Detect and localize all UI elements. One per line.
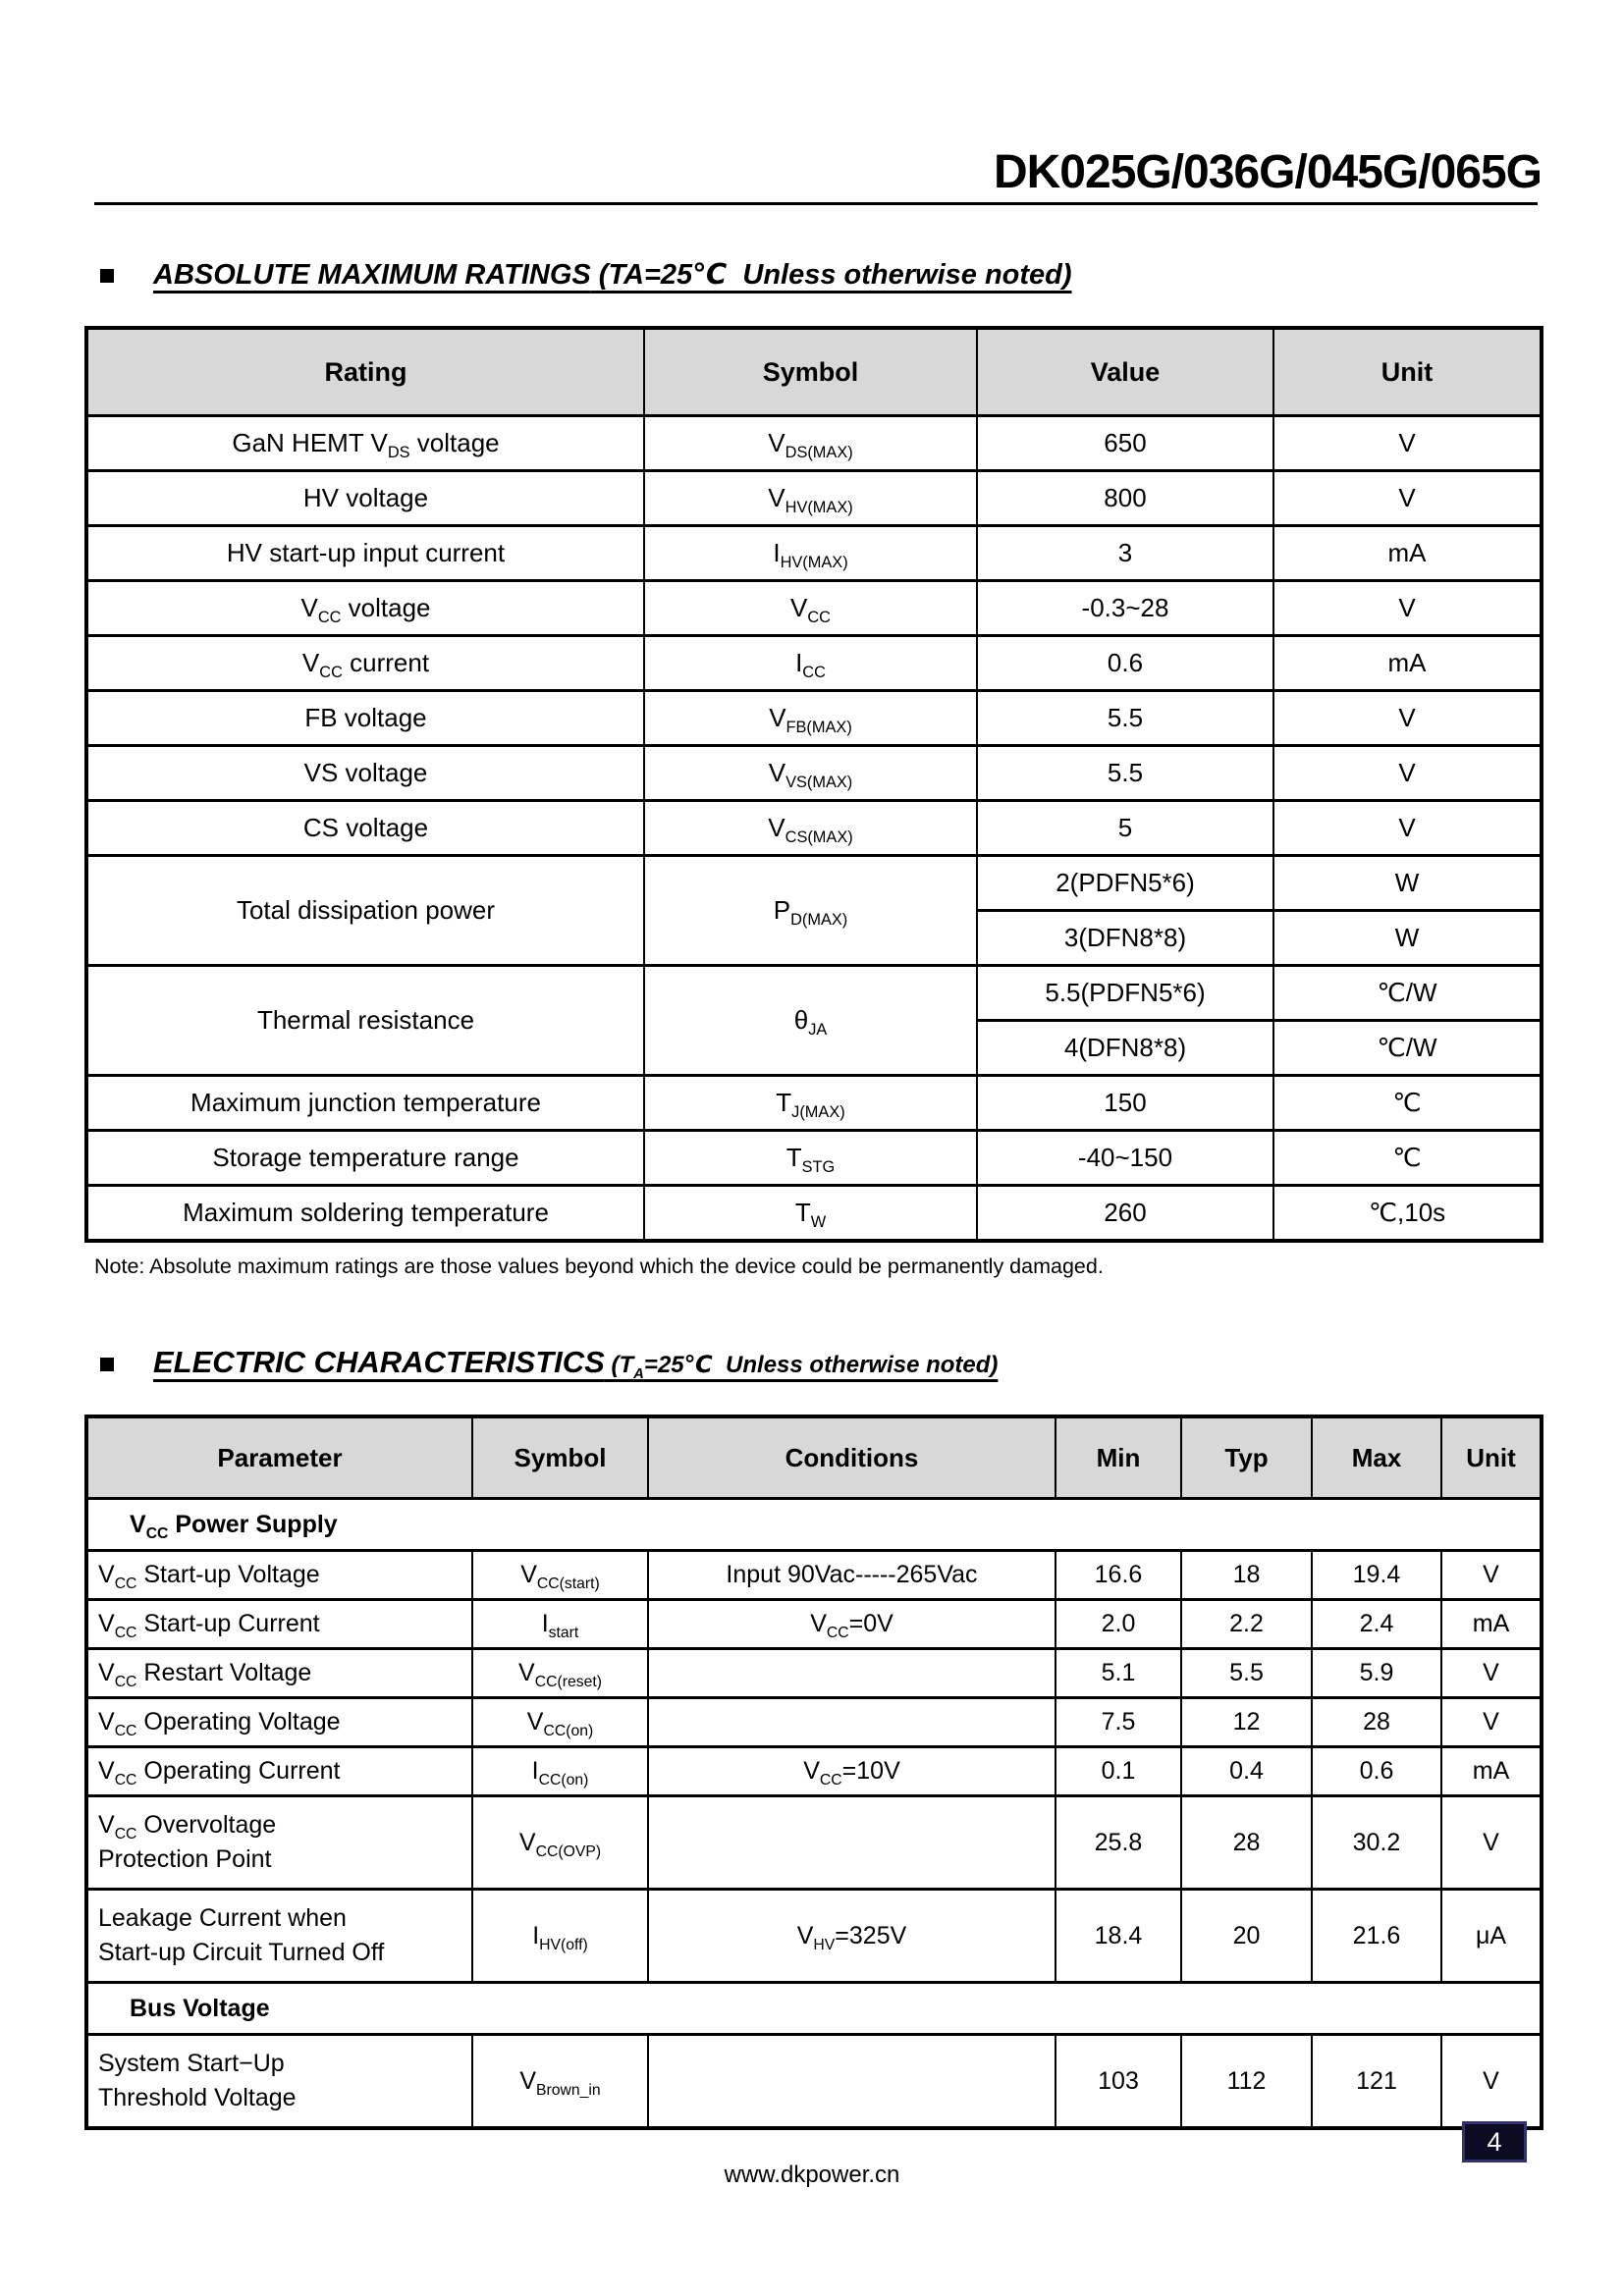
table-row bbox=[86, 1890, 1542, 1983]
max-cell: 28 bbox=[1312, 1698, 1441, 1747]
unit-cell: mA bbox=[1441, 1747, 1542, 1796]
rating-subscript: CC bbox=[317, 609, 342, 627]
unit-cell: ℃ bbox=[1273, 1076, 1542, 1131]
condition-subscript: A bbox=[633, 1365, 644, 1382]
condition-text: =25℃ Unless otherwise noted) bbox=[643, 1352, 999, 1378]
rating-cell bbox=[86, 636, 644, 691]
parameter-cell bbox=[86, 1698, 472, 1747]
rating-text: Maximum junction temperature bbox=[190, 1088, 541, 1117]
typ-cell: 28 bbox=[1181, 1796, 1312, 1890]
symbol-cell bbox=[644, 856, 977, 966]
symbol-cell bbox=[472, 1890, 648, 1983]
min-cell: 2.0 bbox=[1056, 1600, 1181, 1649]
parameter-text: Operating Voltage bbox=[136, 1707, 341, 1735]
unit-cell: V bbox=[1441, 2035, 1542, 2129]
unit-cell: mA bbox=[1273, 526, 1542, 581]
condition-text: V bbox=[803, 1757, 820, 1785]
symbol-subscript: CC(OVP) bbox=[535, 1842, 602, 1860]
conditions-cell bbox=[648, 1649, 1056, 1698]
symbol-base: V bbox=[768, 758, 786, 787]
min-cell: 16.6 bbox=[1056, 1551, 1181, 1600]
symbol-base: V bbox=[526, 1708, 544, 1735]
section-row-bus-voltage bbox=[86, 1983, 1542, 2035]
symbol-cell bbox=[472, 1551, 648, 1600]
parameter-subscript: CC bbox=[114, 1624, 137, 1641]
unit-cell: μA bbox=[1441, 1890, 1542, 1983]
symbol-subscript: Brown_in bbox=[536, 2081, 601, 2099]
symbol-cell bbox=[644, 581, 977, 636]
unit-cell: mA bbox=[1273, 636, 1542, 691]
symbol-cell bbox=[472, 1649, 648, 1698]
rating-text: FB voltage bbox=[304, 703, 427, 732]
table-row bbox=[86, 1600, 1542, 1649]
unit-cell: V bbox=[1273, 801, 1542, 856]
parameter-text: V bbox=[98, 1810, 115, 1839]
table-row bbox=[86, 1796, 1542, 1890]
condition-subscript: CC bbox=[819, 1772, 842, 1789]
symbol-base: P bbox=[773, 895, 791, 925]
rating-cell bbox=[86, 966, 644, 1076]
rating-text: current bbox=[342, 648, 430, 677]
symbol-cell bbox=[472, 1747, 648, 1796]
max-cell: 5.9 bbox=[1312, 1649, 1441, 1698]
parameter-line: Protection Point bbox=[98, 1845, 272, 1873]
parameter-cell bbox=[86, 1747, 472, 1796]
rating-cell bbox=[86, 1076, 644, 1131]
unit-cell: V bbox=[1273, 416, 1542, 471]
table-row bbox=[86, 1076, 1542, 1131]
column-header-unit: Unit bbox=[1441, 1416, 1542, 1499]
typ-cell: 18 bbox=[1181, 1551, 1312, 1600]
unit-cell: V bbox=[1441, 1796, 1542, 1890]
condition-text: (T bbox=[604, 1352, 634, 1378]
parameter-cell bbox=[86, 1649, 472, 1698]
parameter-cell bbox=[86, 1890, 472, 1983]
absolute-maximum-ratings-table bbox=[84, 326, 1543, 1243]
electric-characteristics-table bbox=[84, 1415, 1543, 2130]
value-cell: 3(DFN8*8) bbox=[977, 911, 1273, 966]
table-row bbox=[86, 1649, 1542, 1698]
parameter-text: V bbox=[98, 1609, 115, 1637]
parameter-line: Start-up Circuit Turned Off bbox=[98, 1939, 385, 1966]
typ-cell: 2.2 bbox=[1181, 1600, 1312, 1649]
unit-cell: ℃/W bbox=[1273, 1021, 1542, 1076]
table-row bbox=[86, 636, 1542, 691]
symbol-base: I bbox=[773, 538, 781, 567]
rating-cell bbox=[86, 471, 644, 526]
min-cell: 0.1 bbox=[1056, 1747, 1181, 1796]
table-row bbox=[86, 1747, 1542, 1796]
symbol-base: T bbox=[776, 1088, 792, 1117]
symbol-base: I bbox=[531, 1757, 539, 1785]
section-row-title bbox=[86, 1983, 1542, 2035]
table-row bbox=[86, 471, 1542, 526]
unit-cell: V bbox=[1441, 1649, 1542, 1698]
symbol-subscript: JA bbox=[808, 1021, 828, 1040]
symbol-subscript: CC(reset) bbox=[534, 1674, 602, 1690]
condition-text: Input 90Vac-----265Vac bbox=[726, 1561, 978, 1588]
parameter-cell bbox=[86, 2035, 472, 2129]
min-cell: 25.8 bbox=[1056, 1796, 1181, 1890]
column-header-parameter: Parameter bbox=[86, 1416, 472, 1499]
min-cell: 103 bbox=[1056, 2035, 1181, 2129]
value-cell: 3 bbox=[977, 526, 1273, 581]
symbol-base: I bbox=[795, 648, 803, 677]
conditions-cell bbox=[648, 1551, 1056, 1600]
footer-website-url: www.dkpower.cn bbox=[724, 2162, 900, 2188]
rating-text: V bbox=[301, 648, 320, 677]
symbol-cell bbox=[644, 1076, 977, 1131]
condition-subscript: CC bbox=[826, 1625, 849, 1641]
parameter-text: Operating Current bbox=[136, 1756, 341, 1785]
symbol-cell bbox=[644, 801, 977, 856]
symbol-subscript: HV(MAX) bbox=[785, 499, 853, 517]
symbol-subscript: CC bbox=[807, 609, 831, 627]
column-header-conditions: Conditions bbox=[648, 1416, 1056, 1499]
symbol-base: I bbox=[532, 1921, 540, 1949]
unit-cell: V bbox=[1273, 471, 1542, 526]
section-heading-electric-characteristics bbox=[100, 1345, 998, 1382]
symbol-cell bbox=[644, 1131, 977, 1186]
value-cell: 2(PDFN5*6) bbox=[977, 856, 1273, 911]
value-cell: 5 bbox=[977, 801, 1273, 856]
column-header-symbol: Symbol bbox=[472, 1416, 648, 1499]
parameter-cell bbox=[86, 1551, 472, 1600]
symbol-base: V bbox=[768, 428, 785, 457]
symbol-subscript: W bbox=[810, 1213, 827, 1232]
table-row bbox=[86, 801, 1542, 856]
section-bullet-icon bbox=[100, 1358, 114, 1371]
symbol-base: V bbox=[768, 813, 785, 842]
parameter-subscript: CC bbox=[114, 1825, 137, 1842]
table-row bbox=[86, 1186, 1542, 1242]
typ-cell: 0.4 bbox=[1181, 1747, 1312, 1796]
section-title-text: Bus Voltage bbox=[130, 1994, 270, 2022]
symbol-cell bbox=[472, 1600, 648, 1649]
section-title-condition bbox=[604, 1352, 999, 1382]
rating-cell bbox=[86, 526, 644, 581]
column-header-unit: Unit bbox=[1273, 328, 1542, 416]
symbol-subscript: HV(off) bbox=[539, 1936, 588, 1953]
symbol-base: V bbox=[518, 1828, 536, 1856]
value-cell: -0.3~28 bbox=[977, 581, 1273, 636]
symbol-base: θ bbox=[793, 1005, 809, 1035]
parameter-text: Restart Voltage bbox=[136, 1658, 312, 1686]
section-title bbox=[153, 257, 1072, 292]
symbol-subscript: CC(on) bbox=[538, 1772, 589, 1789]
symbol-cell bbox=[644, 526, 977, 581]
rating-text: HV voltage bbox=[302, 483, 429, 512]
section-title-main: ABSOLUTE MAXIMUM RATINGS bbox=[153, 259, 591, 291]
symbol-subscript: CC(on) bbox=[543, 1723, 594, 1739]
condition-text: V bbox=[796, 1921, 814, 1949]
value-cell: 800 bbox=[977, 471, 1273, 526]
parameter-subscript: CC bbox=[114, 1722, 137, 1739]
symbol-cell bbox=[644, 1186, 977, 1242]
table-row bbox=[86, 526, 1542, 581]
parameter-text: V bbox=[98, 1707, 115, 1735]
parameter-line bbox=[98, 1808, 470, 1843]
rating-text: Total dissipation power bbox=[236, 895, 496, 925]
symbol-subscript: HV(MAX) bbox=[780, 554, 848, 572]
parameter-text: Start-up Voltage bbox=[136, 1560, 320, 1588]
value-cell: 5.5 bbox=[977, 746, 1273, 801]
section-title-subscript: CC bbox=[145, 1524, 169, 1542]
parameter-text: V bbox=[98, 1756, 115, 1785]
section-row-title bbox=[86, 1499, 1542, 1551]
symbol-base: V bbox=[768, 483, 785, 512]
parameter-text: Overvoltage bbox=[136, 1810, 277, 1839]
rating-cell bbox=[86, 1186, 644, 1242]
section-title-condition: (TA=25℃ Unless otherwise noted) bbox=[590, 259, 1072, 291]
table-row bbox=[86, 1698, 1542, 1747]
symbol-base: V bbox=[790, 593, 808, 622]
value-cell: 5.5 bbox=[977, 691, 1273, 746]
unit-cell: W bbox=[1273, 911, 1542, 966]
symbol-base: I bbox=[541, 1610, 549, 1637]
unit-cell: W bbox=[1273, 856, 1542, 911]
max-cell: 121 bbox=[1312, 2035, 1441, 2129]
section-row-vcc-power-supply bbox=[86, 1499, 1542, 1551]
rating-text: HV start-up input current bbox=[226, 538, 506, 567]
page-number: 4 bbox=[1487, 2126, 1502, 2157]
min-cell: 18.4 bbox=[1056, 1890, 1181, 1983]
parameter-line: System Start−Up bbox=[98, 2049, 285, 2077]
rating-cell bbox=[86, 1131, 644, 1186]
rating-subscript: DS bbox=[387, 444, 410, 462]
symbol-base: V bbox=[518, 1659, 535, 1686]
table-header-row bbox=[86, 1416, 1542, 1499]
conditions-cell bbox=[648, 1796, 1056, 1890]
symbol-subscript: STG bbox=[801, 1158, 836, 1177]
table-row bbox=[86, 1131, 1542, 1186]
value-cell: 0.6 bbox=[977, 636, 1273, 691]
condition-text: =0V bbox=[848, 1610, 893, 1637]
column-header-typ: Typ bbox=[1181, 1416, 1312, 1499]
doc-title: DK025G/036G/045G/065G bbox=[993, 146, 1542, 198]
conditions-cell bbox=[648, 1747, 1056, 1796]
conditions-cell bbox=[648, 2035, 1056, 2129]
symbol-subscript: CC bbox=[802, 664, 826, 682]
table-row bbox=[86, 691, 1542, 746]
symbol-cell bbox=[644, 691, 977, 746]
condition-text: =325V bbox=[835, 1921, 907, 1949]
rating-text: V bbox=[300, 593, 318, 622]
column-header-max: Max bbox=[1312, 1416, 1441, 1499]
symbol-subscript: VS(MAX) bbox=[785, 774, 853, 792]
value-cell: 5.5(PDFN5*6) bbox=[977, 966, 1273, 1021]
min-cell: 5.1 bbox=[1056, 1649, 1181, 1698]
table-row bbox=[86, 856, 1542, 911]
value-cell: 150 bbox=[977, 1076, 1273, 1131]
symbol-cell bbox=[472, 2035, 648, 2129]
rating-cell bbox=[86, 581, 644, 636]
symbol-cell bbox=[644, 966, 977, 1076]
table-row bbox=[86, 1551, 1542, 1600]
condition-text: V bbox=[810, 1610, 827, 1637]
parameter-subscript: CC bbox=[114, 1575, 137, 1592]
symbol-base: V bbox=[769, 703, 786, 732]
parameter-cell bbox=[86, 1600, 472, 1649]
unit-cell: V bbox=[1441, 1698, 1542, 1747]
max-cell: 30.2 bbox=[1312, 1796, 1441, 1890]
section-title-main: ELECTRIC CHARACTERISTICS bbox=[153, 1345, 605, 1379]
section-title bbox=[153, 1345, 998, 1382]
symbol-base: V bbox=[519, 2066, 536, 2095]
column-header-min: Min bbox=[1056, 1416, 1181, 1499]
unit-cell: V bbox=[1273, 746, 1542, 801]
table-row bbox=[86, 416, 1542, 471]
rating-text: CS voltage bbox=[302, 813, 429, 842]
parameter-line: Leakage Current when bbox=[98, 1903, 347, 1932]
condition-subscript: HV bbox=[813, 1936, 836, 1953]
column-header-value: Value bbox=[977, 328, 1273, 416]
symbol-cell bbox=[644, 636, 977, 691]
condition-text: =10V bbox=[841, 1757, 900, 1785]
symbol-subscript: DS(MAX) bbox=[785, 444, 853, 462]
max-cell: 21.6 bbox=[1312, 1890, 1441, 1983]
parameter-line: Threshold Voltage bbox=[98, 2084, 297, 2111]
unit-cell: V bbox=[1273, 691, 1542, 746]
max-cell: 19.4 bbox=[1312, 1551, 1441, 1600]
unit-cell: V bbox=[1273, 581, 1542, 636]
min-cell: 7.5 bbox=[1056, 1698, 1181, 1747]
absolute-maximum-note: Note: Absolute maximum ratings are those values beyond which the device could be permanently damaged. bbox=[94, 1255, 1104, 1278]
conditions-cell bbox=[648, 1890, 1056, 1983]
rating-text: GaN HEMT V bbox=[232, 428, 388, 457]
value-cell: 4(DFN8*8) bbox=[977, 1021, 1273, 1076]
page-number-badge bbox=[1462, 2121, 1527, 2163]
symbol-base: T bbox=[794, 1198, 811, 1227]
table-row bbox=[86, 2035, 1542, 2129]
typ-cell: 112 bbox=[1181, 2035, 1312, 2129]
symbol-subscript: J(MAX) bbox=[791, 1103, 845, 1122]
rating-text: Maximum soldering temperature bbox=[183, 1198, 549, 1227]
unit-cell: ℃/W bbox=[1273, 966, 1542, 1021]
symbol-base: T bbox=[785, 1143, 802, 1172]
rating-cell bbox=[86, 856, 644, 966]
max-cell: 2.4 bbox=[1312, 1600, 1441, 1649]
conditions-cell bbox=[648, 1600, 1056, 1649]
typ-cell: 5.5 bbox=[1181, 1649, 1312, 1698]
parameter-cell bbox=[86, 1796, 472, 1890]
symbol-subscript: CC(start) bbox=[536, 1575, 600, 1592]
unit-cell: mA bbox=[1441, 1600, 1542, 1649]
section-title-text: Power Supply bbox=[168, 1510, 338, 1538]
unit-cell: ℃ bbox=[1273, 1131, 1542, 1186]
parameter-subscript: CC bbox=[114, 1771, 137, 1789]
rating-text: voltage bbox=[341, 593, 431, 622]
section-bullet-icon bbox=[100, 269, 114, 283]
symbol-cell bbox=[472, 1796, 648, 1890]
rating-text: Storage temperature range bbox=[212, 1143, 519, 1172]
column-header-rating: Rating bbox=[86, 328, 644, 416]
parameter-text: V bbox=[98, 1658, 115, 1686]
rating-cell bbox=[86, 691, 644, 746]
unit-cell: V bbox=[1441, 1551, 1542, 1600]
rating-text: Thermal resistance bbox=[256, 1005, 475, 1035]
rating-text: voltage bbox=[409, 428, 500, 457]
parameter-subscript: CC bbox=[114, 1673, 137, 1690]
symbol-cell bbox=[644, 746, 977, 801]
table-header-row bbox=[86, 328, 1542, 416]
rating-cell bbox=[86, 801, 644, 856]
column-header-symbol: Symbol bbox=[644, 328, 977, 416]
symbol-subscript: D(MAX) bbox=[790, 911, 848, 930]
symbol-cell bbox=[644, 416, 977, 471]
rating-text: VS voltage bbox=[303, 758, 428, 787]
symbol-subscript: FB(MAX) bbox=[785, 719, 852, 737]
symbol-cell bbox=[644, 471, 977, 526]
parameter-text: V bbox=[98, 1560, 115, 1588]
symbol-cell bbox=[472, 1698, 648, 1747]
rating-subscript: CC bbox=[319, 664, 343, 682]
symbol-subscript: start bbox=[548, 1625, 579, 1641]
header-rule bbox=[94, 202, 1538, 205]
typ-cell: 12 bbox=[1181, 1698, 1312, 1747]
max-cell: 0.6 bbox=[1312, 1747, 1441, 1796]
symbol-base: V bbox=[520, 1561, 537, 1588]
value-cell: 260 bbox=[977, 1186, 1273, 1242]
value-cell: 650 bbox=[977, 416, 1273, 471]
section-title-text: V bbox=[130, 1510, 146, 1538]
unit-cell: ℃,10s bbox=[1273, 1186, 1542, 1242]
typ-cell: 20 bbox=[1181, 1890, 1312, 1983]
rating-cell bbox=[86, 416, 644, 471]
section-heading-absolute-maximum-ratings bbox=[100, 257, 1072, 292]
table-row bbox=[86, 966, 1542, 1021]
parameter-text: Start-up Current bbox=[136, 1609, 320, 1637]
symbol-subscript: CS(MAX) bbox=[785, 828, 853, 847]
table-row bbox=[86, 581, 1542, 636]
conditions-cell bbox=[648, 1698, 1056, 1747]
value-cell: -40~150 bbox=[977, 1131, 1273, 1186]
rating-cell bbox=[86, 746, 644, 801]
table-row bbox=[86, 746, 1542, 801]
